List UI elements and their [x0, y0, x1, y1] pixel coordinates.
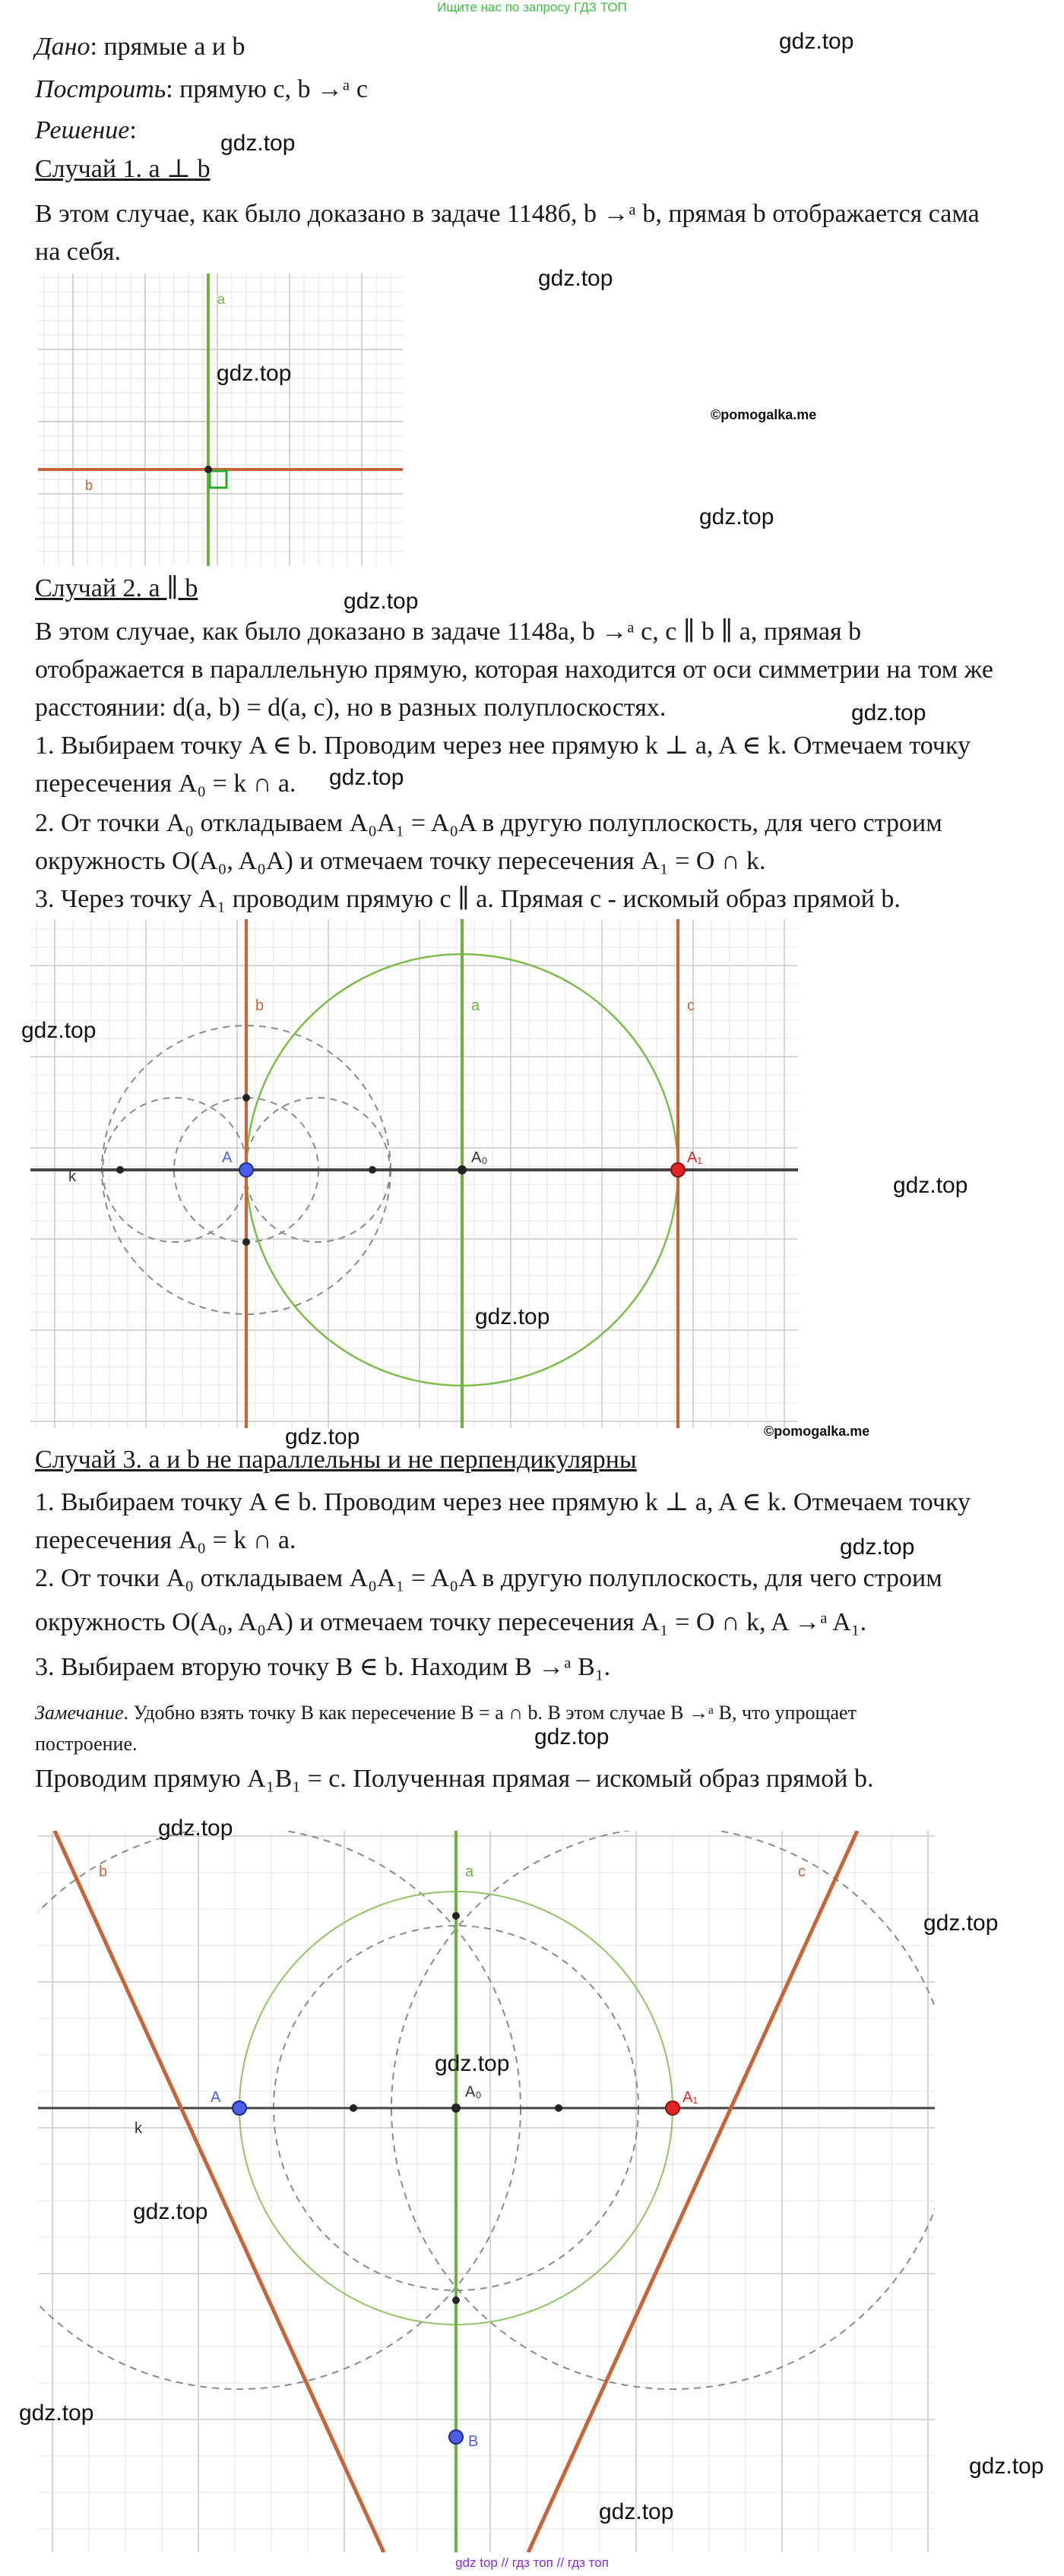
watermark: gdz.top — [217, 361, 292, 386]
point-bottom — [242, 1238, 250, 1246]
case3-step1b: пересечения A₀ = k ∩ a. — [35, 1526, 296, 1554]
watermark: gdz.top — [158, 1816, 233, 1841]
fig1-label-a: a — [217, 292, 226, 307]
case2-step1b: пересечения A₀ = k ∩ a. — [35, 770, 296, 798]
watermark: gdz.top — [475, 1304, 550, 1329]
point-lower-3 — [452, 2296, 460, 2304]
fig2-label-A1: A₁ — [687, 1149, 703, 1166]
fig2-label-b: b — [255, 997, 264, 1014]
watermark: gdz.top — [344, 589, 419, 614]
fig1-label-b: b — [85, 478, 93, 493]
fig3-label-b: b — [99, 1863, 108, 1880]
case2-step2a: 2. От точки A₀ откладываем A₀A₁ = A₀A в другую полуплоскость, для чего строим — [35, 809, 942, 837]
case2-line1: В этом случае, как было доказано в задаче 1148а, b →ᵃ c, c ∥ b ∥ a, прямая b — [35, 618, 862, 646]
solution-colon: : — [129, 116, 137, 144]
fig3-line-c — [528, 1831, 857, 2552]
watermark: gdz.top — [538, 266, 613, 291]
point-top — [242, 1094, 250, 1102]
watermark: gdz.top — [923, 1911, 999, 1936]
fig1-intersection-point — [204, 466, 212, 473]
construct-line — [35, 74, 368, 105]
figure-1-major-grid — [38, 273, 403, 566]
case3-note — [35, 1698, 857, 1728]
case3-step2a: 2. От точки A₀ откладываем A₀A₁ = A₀A в другую полуплоскость, для чего строим — [35, 1564, 942, 1592]
case2-line2: отображается в параллельную прямую, которая находится от оси симметрии на том же — [35, 656, 993, 684]
fig2-label-c: c — [687, 997, 695, 1014]
case3-title: Случай 3. a и b не параллельны и не перпендикулярны — [35, 1446, 637, 1474]
watermark: gdz.top — [220, 131, 296, 156]
point-A1-3 — [666, 2101, 679, 2115]
point-A0-3 — [451, 2103, 461, 2113]
solution-line — [35, 115, 137, 146]
fig3-label-a: a — [465, 1863, 474, 1880]
case2-step1a: 1. Выбираем точку A ∈ b. Проводим через нее прямую k ⊥ a, A ∈ k. Отмечаем точку — [35, 732, 971, 760]
construct-text: : прямую c, b →ᵃ c — [166, 75, 368, 103]
figure-1 — [38, 273, 403, 566]
case3-note-b: построение. — [35, 1733, 138, 1755]
figure-1-grid — [38, 273, 403, 566]
fig2-label-a: a — [471, 997, 480, 1014]
fig3-label-B: B — [468, 2433, 479, 2450]
watermark: gdz.top — [969, 2454, 1044, 2479]
case1-line1: В этом случае, как было доказано в задаче 1148б, b →ᵃ b, прямая b отображается сама — [35, 200, 980, 228]
figure-3-grid — [38, 1831, 935, 2552]
point-A — [239, 1163, 253, 1177]
fig2-label-A0: A₀ — [471, 1149, 488, 1166]
fig3-label-A: A — [211, 2089, 221, 2106]
fig2-label-k: k — [68, 1168, 76, 1185]
point-k-right — [369, 1166, 376, 1174]
watermark: gdz.top — [779, 29, 854, 54]
watermark: gdz.top — [599, 2499, 674, 2524]
figure-2 — [30, 919, 798, 1428]
point-k-b — [555, 2104, 562, 2112]
case3-step2b: окружность O(A₀, A₀A) и отмечаем точку пересечения A₁ = O ∩ k, A →ᵃ A₁. — [35, 1608, 867, 1636]
watermark: gdz.top — [699, 504, 774, 529]
dashed-circle-A1 — [391, 1831, 935, 2389]
construct-label: Построить — [35, 75, 166, 103]
point-k-left — [116, 1166, 124, 1174]
fig3-label-c: c — [798, 1863, 806, 1880]
watermark: gdz.top — [840, 1535, 915, 1560]
fig3-line-b — [55, 1831, 384, 2552]
case1-title: Случай 1. a ⊥ b — [35, 155, 211, 183]
case2-step3: 3. Через точку A₁ проводим прямую c ∥ a. Прямая c - искомый образ прямой b. — [35, 885, 901, 913]
point-k-a — [350, 2104, 357, 2112]
bottom-banner: gdz top // гдз топ // гдз топ — [455, 2555, 609, 2570]
point-top-3 — [452, 1912, 460, 1920]
copyright-mark: ©pomogalka.me — [764, 1424, 870, 1439]
fig3-label-A1: A₁ — [682, 2089, 698, 2106]
case3-step3: 3. Выбираем вторую точку B ∈ b. Находим B →ᵃ B₁. — [35, 1653, 611, 1681]
watermark: gdz.top — [435, 2051, 510, 2076]
watermark: gdz.top — [133, 2199, 208, 2224]
point-B — [449, 2430, 463, 2444]
solution-label: Решение — [35, 116, 130, 144]
fig3-label-A0: A₀ — [465, 2084, 482, 2100]
figure-3 — [38, 1831, 935, 2552]
watermark: gdz.top — [285, 1424, 360, 1449]
point-A0 — [458, 1165, 467, 1174]
case2-line3: расстоянии: d(a, b) = d(a, c), но в разных полуплоскостях. — [35, 694, 667, 722]
watermark: gdz.top — [893, 1173, 968, 1198]
figure-3-major-grid — [38, 1831, 935, 2552]
dashed-circle-A — [38, 1831, 521, 2389]
given-label: Дано — [35, 33, 90, 61]
case3-step1a: 1. Выбираем точку A ∈ b. Проводим через нее прямую k ⊥ a, A ∈ k. Отмечаем точку — [35, 1488, 971, 1516]
note-text-a: . Удобно взять точку B как пересечение B = a ∩ b. В этом случае B →ᵃ B, что упрощает — [123, 1702, 857, 1724]
watermark: gdz.top — [19, 2401, 94, 2426]
point-A-3 — [233, 2101, 246, 2115]
case3-final: Проводим прямую A₁B₁ = c. Полученная прямая – искомый образ прямой b. — [35, 1765, 874, 1793]
top-banner: Ищите нас по запросу ГДЗ ТОП — [437, 0, 627, 14]
watermark: gdz.top — [329, 765, 404, 790]
case2-title: Случай 2. a ∥ b — [35, 574, 198, 602]
watermark: gdz.top — [21, 1018, 97, 1043]
case2-step2b: окружность O(A₀, A₀A) и отмечаем точку пересечения A₁ = O ∩ k. — [35, 847, 766, 875]
construction-circles-3 — [38, 1831, 935, 2389]
watermark: gdz.top — [851, 700, 926, 725]
fig3-label-k: k — [135, 2120, 142, 2137]
point-A1 — [671, 1163, 685, 1177]
note-label: Замечание — [35, 1702, 124, 1724]
given-line — [35, 32, 245, 62]
watermark: gdz.top — [534, 1724, 610, 1749]
given-text: : прямые a и b — [90, 33, 245, 61]
fig2-label-A: A — [222, 1149, 233, 1166]
copyright-mark: ©pomogalka.me — [711, 407, 817, 422]
case1-line2: на себя. — [35, 238, 121, 266]
